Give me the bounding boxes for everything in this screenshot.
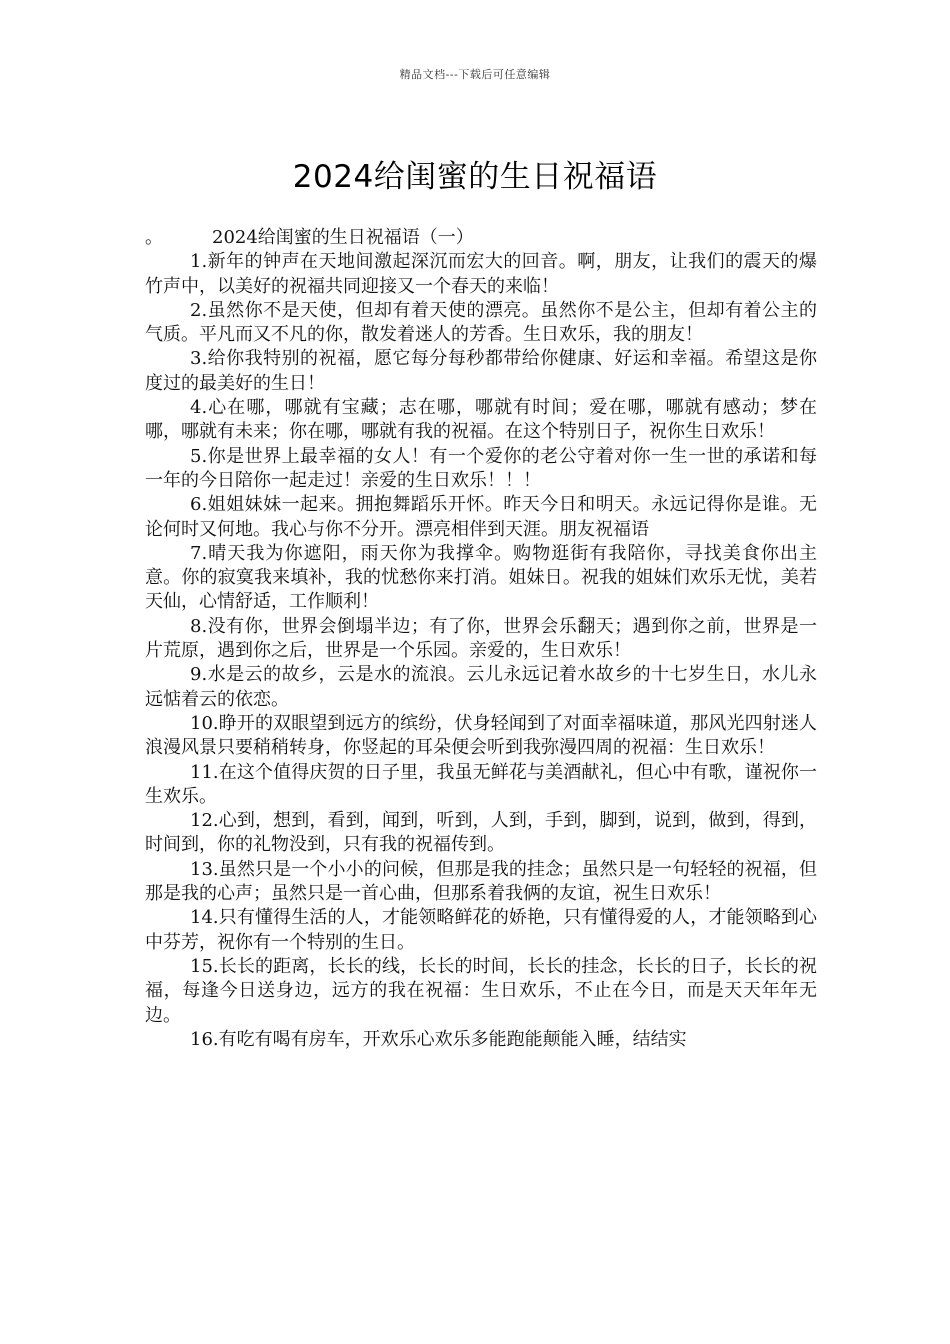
greeting-paragraph: 15.长长的距离，长长的线，长长的时间，长长的挂念，长长的日子，长长的祝福，每逢今日送身边，远方的我在祝福：生日欢乐，不止在今日，而是天天年年无边。: [145, 955, 817, 1026]
greeting-paragraph: 12.心到，想到，看到，闻到，听到，人到，手到，脚到，说到，做到，得到，时间到，你的礼物没到，只有我的祝福传到。: [145, 810, 817, 856]
document-body: [145, 226, 817, 1052]
greeting-paragraph: 8.没有你，世界会倒塌半边；有了你，世界会乐翻天；遇到你之前，世界是一片荒原，遇到你之后，世界是一个乐园。亲爱的，生日欢乐！: [145, 615, 817, 662]
section-heading-line: [145, 226, 817, 250]
section-marker: 。: [145, 227, 163, 248]
section-heading: 2024给闺蜜的生日祝福语（一）: [212, 227, 474, 248]
greeting-paragraph: 14.只有懂得生活的人，才能领略鲜花的娇艳，只有懂得爱的人，才能领略到心中芬芳，祝你有一个特别的生日。: [145, 907, 817, 953]
document-title: 2024给闺蜜的生日祝福语: [292, 158, 658, 195]
greeting-paragraph: 16.有吃有喝有房车，开欢乐心欢乐多能跑能颠能入睡，结结实: [190, 1028, 687, 1050]
greeting-paragraph: 11.在这个值得庆贺的日子里，我虽无鲜花与美酒献礼，但心中有歌，谨祝你一生欢乐。: [145, 761, 817, 807]
greeting-paragraph: 5.你是世界上最幸福的女人！有一个爱你的老公守着对你一生一世的承诺和每一年的今日陪你一起走过！亲爱的生日欢乐！！！: [145, 445, 817, 491]
greeting-paragraph: 6.姐姐妹妹一起来。拥抱舞蹈乐开怀。昨天今日和明天。永远记得你是谁。无论何时又何地。我心与你不分开。漂亮相伴到天涯。朋友祝福语: [145, 494, 817, 540]
greeting-paragraph: 3.给你我特别的祝福，愿它每分每秒都带给你健康、好运和幸福。希望这是你度过的最美好的生日！: [145, 348, 817, 394]
greeting-paragraph: 4.心在哪，哪就有宝藏；志在哪，哪就有时间；爱在哪，哪就有感动；梦在哪，哪就有未来；你在哪，哪就有我的祝福。在这个特别日子，祝你生日欢乐！: [145, 397, 817, 443]
greeting-paragraph: 2.虽然你不是天使，但却有着天使的漂亮。虽然你不是公主，但却有着公主的气质。平凡而又不凡的你，散发着迷人的芳香。生日欢乐，我的朋友！: [145, 299, 817, 346]
greeting-paragraph: 10.睁开的双眼望到远方的缤纷，伏身轻闻到了对面幸福味道，那风光四射迷人浪漫风景只要稍稍转身，你竖起的耳朵便会听到我弥漫四周的祝福：生日欢乐！: [145, 712, 817, 759]
greeting-paragraph: 1.新年的钟声在天地间激起深沉而宏大的回音。啊，朋友，让我们的震天的爆竹声中，以美好的祝福共同迎接又一个春天的来临！: [145, 251, 817, 297]
greeting-paragraph: 9.水是云的故乡，云是水的流浪。云儿永远记着水故乡的十七岁生日，水儿永远惦着云的依恋。: [145, 664, 817, 710]
greeting-paragraph: 13.虽然只是一个小小的问候，但那是我的挂念；虽然只是一句轻轻的祝福，但那是我的心声；虽然只是一首心曲，但那系着我俩的友谊，祝生日欢乐！: [145, 858, 817, 905]
page-header: 精品文档---下载后可任意编辑: [399, 68, 551, 81]
greeting-paragraph: 7.晴天我为你遮阳，雨天你为我撑伞。购物逛街有我陪你，寻找美食你出主意。你的寂寞我来填补，我的忧愁你来打消。姐妹日。祝我的姐妹们欢乐无忧，美若天仙，心情舒适，工作顺利！: [145, 542, 817, 613]
